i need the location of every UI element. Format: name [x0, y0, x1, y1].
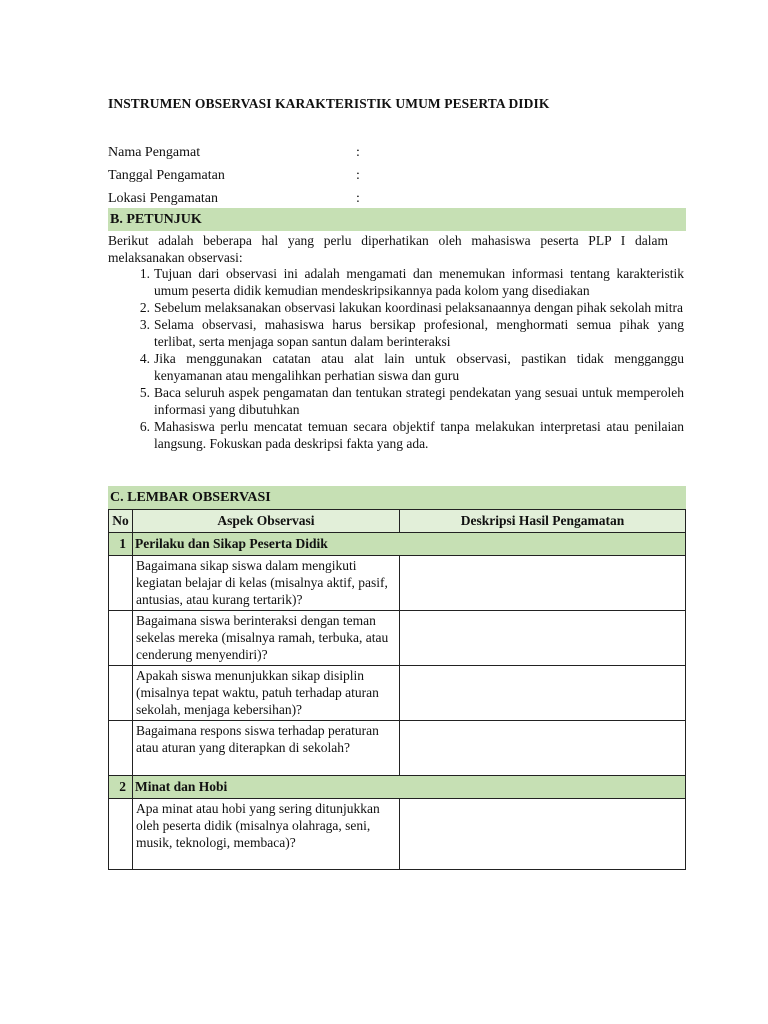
meta-row-nama	[108, 141, 686, 164]
instructions-list	[108, 265, 686, 452]
group-title: Perilaku dan Sikap Peserta Didik	[133, 533, 686, 556]
instruction-text: Sebelum melaksanakan observasi lakukan koordinasi pelaksanaannya dengan pihak sekolah mitra	[154, 300, 683, 315]
deskripsi-cell[interactable]	[400, 666, 686, 721]
deskripsi-cell[interactable]	[400, 556, 686, 611]
header-aspek: Aspek Observasi	[133, 510, 400, 533]
deskripsi-cell[interactable]	[400, 799, 686, 870]
section-b-heading: B. PETUNJUK	[108, 208, 686, 231]
aspek-cell: Bagaimana respons siswa terhadap peraturan atau aturan yang diterapkan di sekolah?	[133, 721, 400, 776]
no-cell	[109, 799, 133, 870]
section-c-heading: C. LEMBAR OBSERVASI	[108, 486, 686, 509]
instruction-number: 3.	[139, 317, 150, 332]
meta-colon: :	[356, 168, 360, 183]
observer-info	[108, 141, 686, 210]
table-row	[109, 611, 686, 666]
deskripsi-cell[interactable]	[400, 611, 686, 666]
table-header-row	[109, 510, 686, 533]
no-cell	[109, 721, 133, 776]
instruction-item	[108, 384, 686, 418]
instruction-text: Jika menggunakan catatan atau alat lain untuk observasi, pastikan tidak mengganggu kenyamanan atau mengalihkan perhatian siswa dan guru	[154, 351, 684, 383]
observation-table	[108, 509, 686, 870]
group-row	[109, 776, 686, 799]
instruction-item	[108, 299, 686, 316]
table-row	[109, 556, 686, 611]
instruction-text: Selama observasi, mahasiswa harus bersikap profesional, menghormati semua pihak yang terlibat, serta menjaga sopan santun dalam berinteraksi	[154, 317, 684, 349]
instruction-number: 2.	[139, 300, 150, 315]
instruction-item	[108, 316, 686, 350]
table-row	[109, 666, 686, 721]
instruction-number: 5.	[139, 385, 150, 400]
meta-colon: :	[356, 191, 360, 206]
aspek-cell: Bagaimana sikap siswa dalam mengikuti kegiatan belajar di kelas (misalnya aktif, pasif, antusias, atau kurang tertarik)?	[133, 556, 400, 611]
instruction-item	[108, 265, 686, 299]
instruction-text: Mahasiswa perlu mencatat temuan secara objektif tanpa melakukan interpretasi atau penilaian langsung. Fokuskan pada deskripsi fakta yang ada.	[154, 419, 684, 451]
group-number: 2	[109, 776, 133, 799]
group-row	[109, 533, 686, 556]
meta-label: Lokasi Pengamatan	[108, 191, 219, 206]
instruction-number: 1.	[139, 266, 150, 281]
header-deskripsi: Deskripsi Hasil Pengamatan	[400, 510, 686, 533]
meta-colon: :	[356, 145, 360, 160]
instruction-item	[108, 418, 686, 452]
table-row	[109, 721, 686, 776]
meta-label: Tanggal Pengamatan	[108, 168, 225, 183]
document-title: INSTRUMEN OBSERVASI KARAKTERISTIK UMUM PESERTA DIDIK	[108, 96, 550, 111]
meta-label: Nama Pengamat	[108, 145, 201, 160]
table-row	[109, 799, 686, 870]
deskripsi-cell[interactable]	[400, 721, 686, 776]
instruction-number: 6.	[139, 419, 150, 434]
group-title: Minat dan Hobi	[133, 776, 686, 799]
instruction-text: Baca seluruh aspek pengamatan dan tentukan strategi pendekatan yang sesuai untuk memperoleh informasi yang dibutuhkan	[154, 385, 684, 417]
aspek-cell: Bagaimana siswa berinteraksi dengan teman sekelas mereka (misalnya ramah, terbuka, atau cenderung menyendiri)?	[133, 611, 400, 666]
instruction-number: 4.	[139, 351, 150, 366]
no-cell	[109, 556, 133, 611]
instructions-intro: Berikut adalah beberapa hal yang perlu diperhatikan oleh mahasiswa peserta PLP I dalam melaksanakan observasi:	[108, 233, 668, 265]
instruction-text: Tujuan dari observasi ini adalah mengamati dan menemukan informasi tentang karakteristik umum peserta didik kemudian mendeskripsikannya pada kolom yang disediakan	[154, 266, 684, 298]
meta-row-tanggal	[108, 164, 686, 187]
no-cell	[109, 666, 133, 721]
aspek-cell: Apa minat atau hobi yang sering ditunjukkan oleh peserta didik (misalnya olahraga, seni, musik, teknologi, membaca)?	[133, 799, 400, 870]
header-no: No	[109, 510, 133, 533]
no-cell	[109, 611, 133, 666]
instruction-item	[108, 350, 686, 384]
aspek-cell: Apakah siswa menunjukkan sikap disiplin (misalnya tepat waktu, patuh terhadap aturan sekolah, menjaga kebersihan)?	[133, 666, 400, 721]
meta-row-lokasi	[108, 187, 686, 210]
group-number: 1	[109, 533, 133, 556]
